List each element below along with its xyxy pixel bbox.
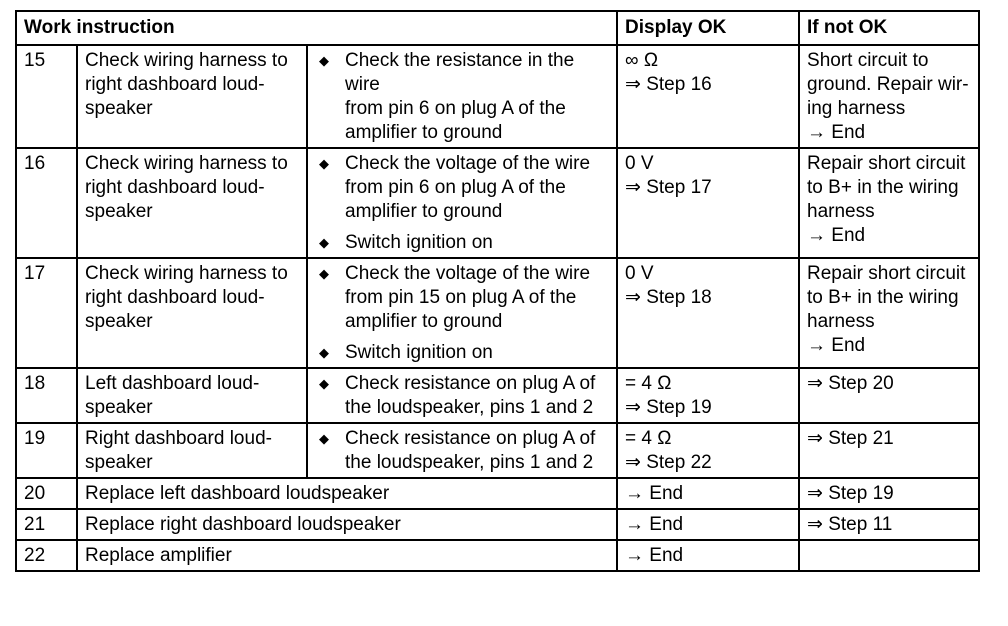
component-cell xyxy=(77,45,307,148)
check-item xyxy=(315,49,609,145)
table-row xyxy=(16,258,979,368)
check-line: Check the voltage of the wire xyxy=(345,153,591,174)
display-ok-line: 0 V xyxy=(625,263,654,284)
check-line: Check the voltage of the wire xyxy=(345,263,591,284)
check-item xyxy=(315,152,609,224)
table-row xyxy=(16,478,979,509)
checks-cell xyxy=(307,45,617,148)
component-line: Check wiring harness to xyxy=(85,153,288,174)
table-row xyxy=(16,148,979,258)
table-row xyxy=(16,45,979,148)
display-ok-line: ⇒ Step 18 xyxy=(625,287,712,308)
if-not-ok-cell xyxy=(799,478,979,509)
if-not-ok-line: ⇒ Step 19 xyxy=(807,483,894,504)
component-line: Check wiring harness to xyxy=(85,263,288,284)
check-item xyxy=(315,341,609,365)
display-ok-line: → End xyxy=(625,545,684,566)
display-ok-line: → End xyxy=(625,514,684,535)
checks-cell xyxy=(307,368,617,423)
table-row xyxy=(16,540,979,571)
step-number: 15 xyxy=(16,45,77,148)
component-line: speaker xyxy=(85,452,153,473)
header-display-ok: Display OK xyxy=(617,11,799,45)
component-line: speaker xyxy=(85,201,153,222)
if-not-ok-line: to B+ in the wiring xyxy=(807,287,959,308)
check-line: from pin 6 on plug A of the xyxy=(345,98,566,119)
component-line: speaker xyxy=(85,397,153,418)
component-line: Left dashboard loud- xyxy=(85,373,260,394)
display-ok-cell xyxy=(617,478,799,509)
component-cell xyxy=(77,148,307,258)
check-item xyxy=(315,372,609,420)
if-not-ok-line: → End xyxy=(807,335,866,356)
component-line: Right dashboard loud- xyxy=(85,428,272,449)
step-number: 22 xyxy=(16,540,77,571)
if-not-ok-cell xyxy=(799,368,979,423)
checks-cell xyxy=(307,258,617,368)
checks-cell xyxy=(307,148,617,258)
check-list xyxy=(315,262,609,365)
instruction-text: Replace amplifier xyxy=(77,540,617,571)
check-line: Check the resistance in the wire xyxy=(345,50,575,95)
check-item xyxy=(315,262,609,334)
display-ok-cell xyxy=(617,368,799,423)
check-line: amplifier to ground xyxy=(345,201,503,222)
diamond-bullet-icon: ◆ xyxy=(319,345,329,360)
if-not-ok-line: ground. Repair wir- xyxy=(807,74,969,95)
check-list xyxy=(315,49,609,145)
diamond-bullet-icon: ◆ xyxy=(319,235,329,250)
check-line: Switch ignition on xyxy=(345,342,493,363)
diamond-bullet-icon: ◆ xyxy=(319,156,329,171)
check-line: the loudspeaker, pins 1 and 2 xyxy=(345,397,594,418)
display-ok-line: ∞ Ω xyxy=(625,50,659,71)
display-ok-line: = 4 Ω xyxy=(625,373,672,394)
component-line: speaker xyxy=(85,98,153,119)
step-number: 18 xyxy=(16,368,77,423)
if-not-ok-cell xyxy=(799,540,979,571)
if-not-ok-cell xyxy=(799,148,979,258)
component-line: right dashboard loud- xyxy=(85,74,265,95)
component-line: right dashboard loud- xyxy=(85,177,265,198)
check-line: amplifier to ground xyxy=(345,122,503,143)
checks-cell xyxy=(307,423,617,478)
display-ok-line: ⇒ Step 16 xyxy=(625,74,712,95)
step-number: 20 xyxy=(16,478,77,509)
check-list xyxy=(315,372,609,420)
check-line: Switch ignition on xyxy=(345,232,493,253)
if-not-ok-cell xyxy=(799,423,979,478)
display-ok-cell xyxy=(617,423,799,478)
check-line: from pin 15 on plug A of the xyxy=(345,287,577,308)
display-ok-line: = 4 Ω xyxy=(625,428,672,449)
component-cell xyxy=(77,368,307,423)
display-ok-cell xyxy=(617,258,799,368)
header-if-not-ok: If not OK xyxy=(799,11,979,45)
component-line: right dashboard loud- xyxy=(85,287,265,308)
if-not-ok-line: harness xyxy=(807,201,875,222)
check-item xyxy=(315,231,609,255)
component-cell xyxy=(77,423,307,478)
if-not-ok-line: Repair short circuit xyxy=(807,153,966,174)
step-number: 19 xyxy=(16,423,77,478)
component-line: Check wiring harness to xyxy=(85,50,288,71)
step-number: 16 xyxy=(16,148,77,258)
header-work-instruction: Work instruction xyxy=(16,11,617,45)
check-line: from pin 6 on plug A of the xyxy=(345,177,566,198)
check-line: the loudspeaker, pins 1 and 2 xyxy=(345,452,594,473)
if-not-ok-cell xyxy=(799,509,979,540)
if-not-ok-line: to B+ in the wiring xyxy=(807,177,959,198)
work-instruction-table xyxy=(15,10,980,572)
table-row xyxy=(16,368,979,423)
table-row xyxy=(16,423,979,478)
diamond-bullet-icon: ◆ xyxy=(319,266,329,281)
if-not-ok-line: ⇒ Step 11 xyxy=(807,514,893,535)
if-not-ok-line: → End xyxy=(807,225,866,246)
step-number: 17 xyxy=(16,258,77,368)
if-not-ok-line: → End xyxy=(807,122,866,143)
check-line: amplifier to ground xyxy=(345,311,503,332)
step-number: 21 xyxy=(16,509,77,540)
if-not-ok-line: harness xyxy=(807,311,875,332)
instruction-text: Replace left dashboard loudspeaker xyxy=(77,478,617,509)
table-row xyxy=(16,509,979,540)
check-list xyxy=(315,152,609,255)
display-ok-line: 0 V xyxy=(625,153,654,174)
if-not-ok-cell xyxy=(799,45,979,148)
if-not-ok-line: ⇒ Step 21 xyxy=(807,428,894,449)
if-not-ok-line: Repair short circuit xyxy=(807,263,966,284)
check-line: Check resistance on plug A of xyxy=(345,373,596,394)
display-ok-line: → End xyxy=(625,483,684,504)
if-not-ok-line: ⇒ Step 20 xyxy=(807,373,894,394)
instruction-text: Replace right dashboard loudspeaker xyxy=(77,509,617,540)
display-ok-cell xyxy=(617,45,799,148)
component-cell xyxy=(77,258,307,368)
diamond-bullet-icon: ◆ xyxy=(319,53,329,68)
check-list xyxy=(315,427,609,475)
display-ok-line: ⇒ Step 17 xyxy=(625,177,712,198)
if-not-ok-cell xyxy=(799,258,979,368)
check-line: Check resistance on plug A of xyxy=(345,428,596,449)
header-row xyxy=(16,11,979,45)
display-ok-cell xyxy=(617,509,799,540)
check-item xyxy=(315,427,609,475)
display-ok-cell xyxy=(617,148,799,258)
display-ok-line: ⇒ Step 22 xyxy=(625,452,712,473)
component-line: speaker xyxy=(85,311,153,332)
if-not-ok-line: ing harness xyxy=(807,98,906,119)
display-ok-line: ⇒ Step 19 xyxy=(625,397,712,418)
diamond-bullet-icon: ◆ xyxy=(319,376,329,391)
if-not-ok-line: Short circuit to xyxy=(807,50,929,71)
diamond-bullet-icon: ◆ xyxy=(319,431,329,446)
display-ok-cell xyxy=(617,540,799,571)
